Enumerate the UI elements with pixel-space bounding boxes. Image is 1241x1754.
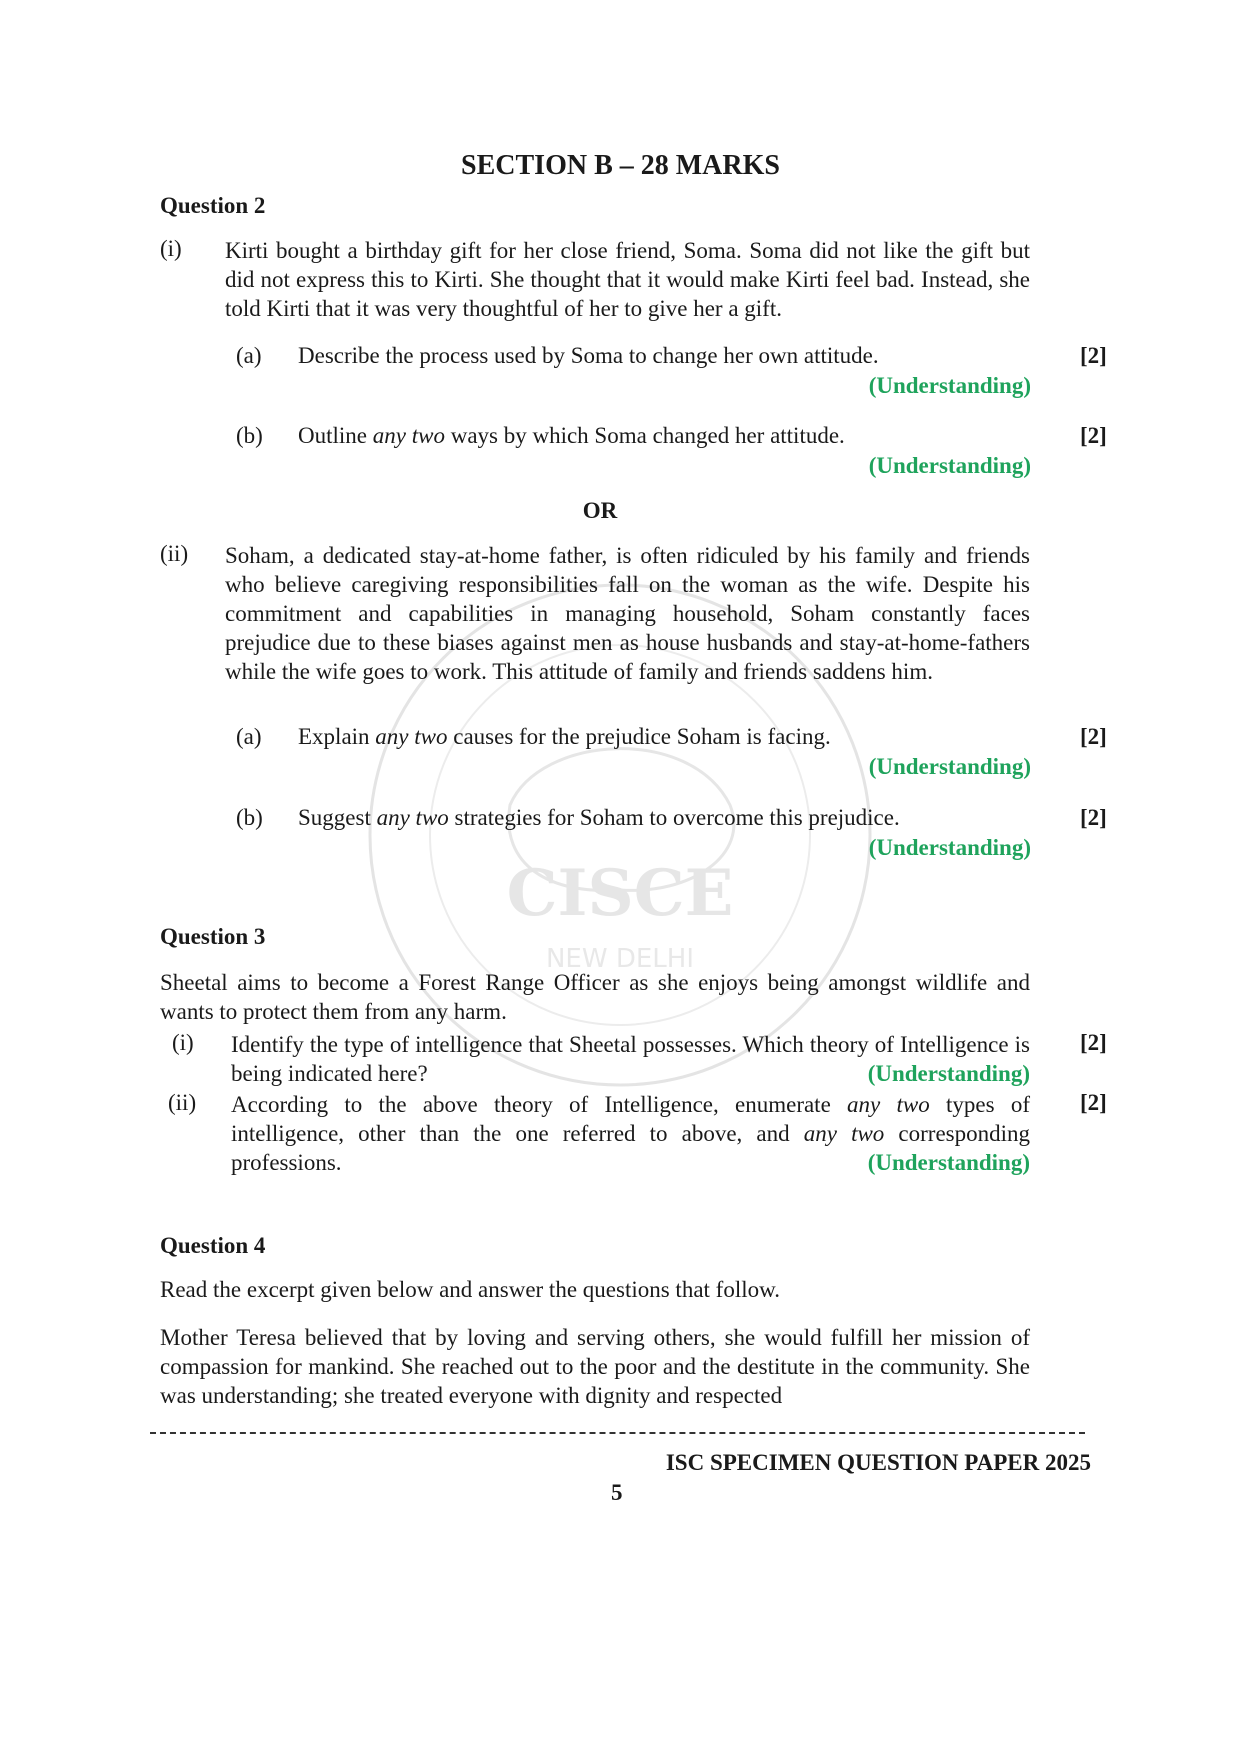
- q4-instruction: Read the excerpt given below and answer the questions that follow.: [160, 1277, 780, 1302]
- q2-ii-a-marks: [2]: [1080, 724, 1107, 749]
- q2-i-text: Kirti bought a birthday gift for her close friend, Soma. Soma did not like the gift but did not express this to Kirti. She thought that it would make Kirti feel bad. Instead, she told Kirti that it was very thoughtful of her to give her a gift.: [225, 238, 1030, 321]
- page-number: 5: [611, 1480, 623, 1505]
- q2-i-a-tag: (Understanding): [868, 373, 1031, 398]
- q2-ii-a-tag: (Understanding): [868, 754, 1031, 779]
- q2-ii-b-marks: [2]: [1080, 805, 1107, 830]
- footer-title: ISC SPECIMEN QUESTION PAPER 2025: [665, 1450, 1091, 1475]
- q3-i-tag: (Understanding): [867, 1061, 1030, 1086]
- q3-i-marks: [2]: [1080, 1030, 1107, 1055]
- q2-ii-number: (ii): [160, 541, 189, 566]
- q2-ii-b-number: (b): [236, 805, 263, 830]
- q4-excerpt: Mother Teresa believed that by loving and serving others, she would fulfill her mission of compassion for mankind. She reached out to the poor and the destitute in the community. She was understanding; she treated everyone with dignity and respected: [160, 1325, 1030, 1408]
- q3-intro: Sheetal aims to become a Forest Range Officer as she enjoys being amongst wildlife and wants to protect them from any harm.: [160, 970, 1030, 1024]
- q2-i-number: (i): [160, 236, 182, 261]
- q2-i-b-number: (b): [236, 423, 263, 448]
- question-4-heading: Question 4: [160, 1233, 266, 1258]
- q3-i-number: (i): [172, 1030, 194, 1055]
- q2-i-b-text: Outline any two ways by which Soma changed her attitude.: [298, 423, 845, 448]
- q2-i-a-text: Describe the process used by Soma to change her own attitude.: [298, 343, 879, 368]
- q2-i-b-marks: [2]: [1080, 423, 1107, 448]
- question-2-heading: Question 2: [160, 193, 266, 218]
- q2-ii-b-tag: (Understanding): [868, 835, 1031, 860]
- q2-ii-b-text: Suggest any two strategies for Soham to overcome this prejudice.: [298, 805, 900, 830]
- watermark-text: CISCE: [506, 856, 734, 931]
- q2-i-a-number: (a): [236, 343, 262, 368]
- q2-i-b-tag: (Understanding): [868, 453, 1031, 478]
- q3-i-text: Identify the type of intelligence that Sheetal possesses. Which theory of Intelligence is being indicated here? (Understanding): [231, 1032, 1030, 1086]
- q3-ii-text: According to the above theory of Intelligence, enumerate any two types of intelligence, other than the one referred to above, and any two corresponding professions. (Understanding): [231, 1092, 1031, 1175]
- q3-ii-tag: (Understanding): [867, 1150, 1030, 1175]
- section-title: SECTION B – 28 MARKS: [461, 150, 780, 181]
- q2-i-a-marks: [2]: [1080, 343, 1107, 368]
- footer-divider: [150, 1432, 1085, 1434]
- q2-ii-a-text: Explain any two causes for the prejudice Soham is facing.: [298, 724, 831, 749]
- watermark-subtext: NEW DELHI: [545, 944, 695, 974]
- q2-ii-a-number: (a): [236, 724, 262, 749]
- question-3-heading: Question 3: [160, 924, 266, 949]
- q2-ii-text: Soham, a dedicated stay-at-home father, is often ridiculed by his family and friends who believe caregiving responsibilities fall on the woman as the wife. Despite his commitment and capabilities in managing household, Soham constantly faces prejudice due to these biases against men as house husbands and stay-at-home-fathers while the wife goes to work. This attitude of family and friends saddens him.: [225, 543, 1030, 684]
- or-separator: OR: [582, 498, 618, 523]
- q3-ii-marks: [2]: [1080, 1090, 1107, 1115]
- q3-ii-number: (ii): [168, 1090, 197, 1115]
